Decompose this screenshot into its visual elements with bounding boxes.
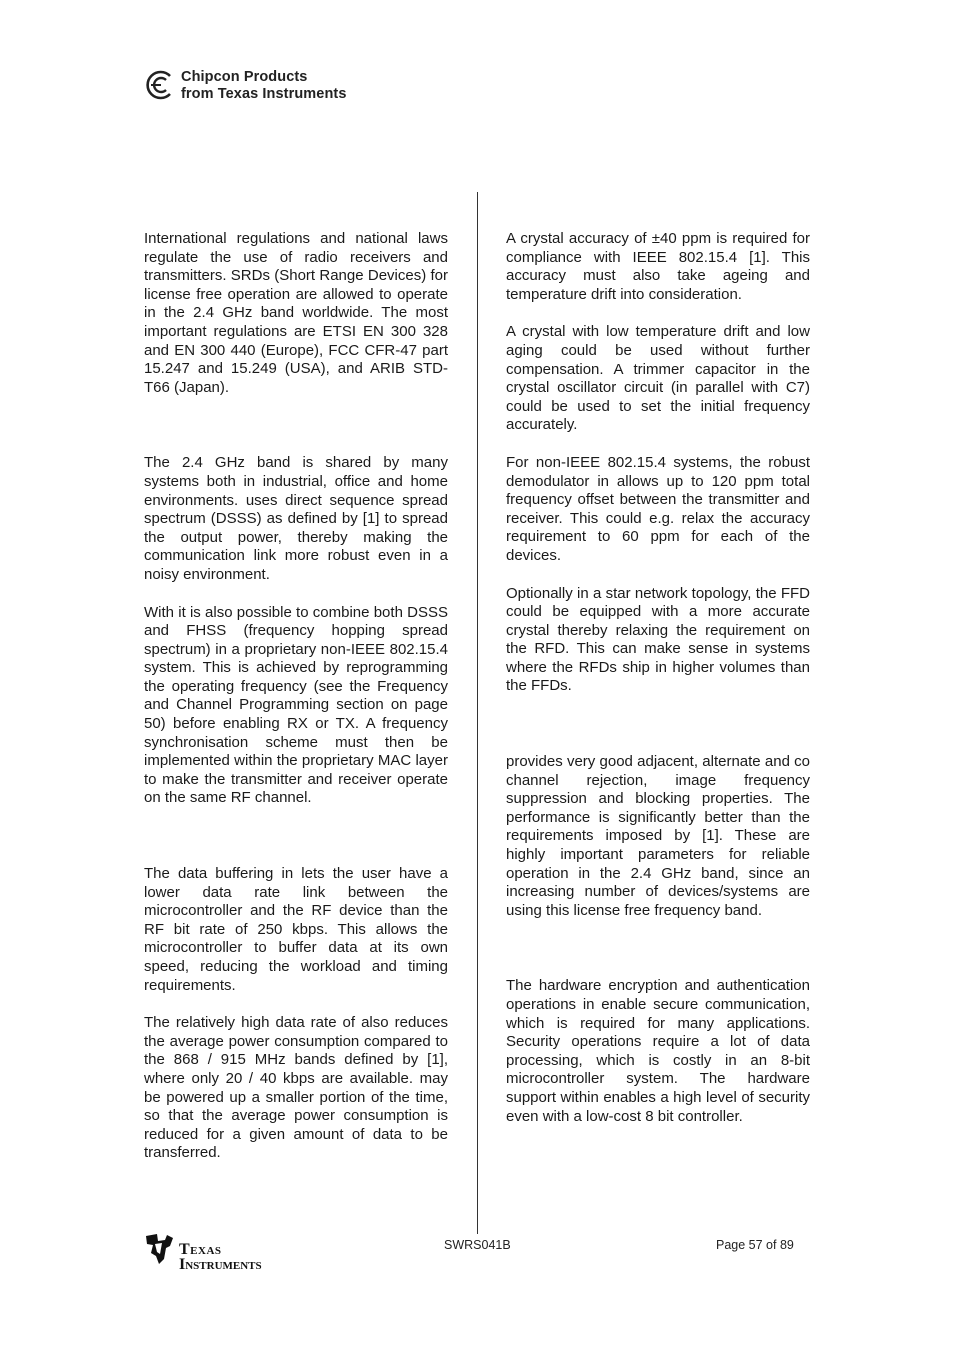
column-divider [477, 192, 478, 1234]
brand-text [181, 69, 347, 103]
ti-word-texas: Texas [179, 1241, 222, 1258]
texas-instruments-logo [143, 1232, 268, 1274]
left-column [144, 230, 448, 1182]
data-buffering-paragraph: The data buffering in lets the user have a lower data rate link between the microcontroller and the RF device than the RF bit rate of 250 kbps. This allows the microcontroller to buffer data at its own speed, reducing the workload and timing requirements. [144, 865, 448, 994]
brand-line-1: Chipcon Products [181, 69, 308, 85]
encryption-paragraph: The hardware encryption and authentication operations in enable secure communication, which is required for many applications. Security operations require a lot of data processing, which is costly in an 8-bit microcontroller system. The hardware support within enables a high level of security even with a low-cost 8 bit controller. [506, 977, 810, 1125]
crystal-accuracy-paragraph: A crystal accuracy of ±40 ppm is required for compliance with IEEE 802.15.4 [1]. This accuracy must also take ageing and temperature drift into consideration. [506, 230, 810, 303]
ti-word-instruments: Instruments [179, 1256, 262, 1273]
page-number: Page 57 of 89 [716, 1238, 794, 1252]
dsss-paragraph: The 2.4 GHz band is shared by many systems both in industrial, office and home environments. uses direct sequence spread spectrum (DSSS) as defined by [1] to spread the output power, thereby making the communication link more robust even in a noisy environment. [144, 454, 448, 583]
crystal-drift-paragraph: A crystal with low temperature drift and low aging could be used without further compensation. A trimmer capacitor in the crystal oscillator circuit (in parallel with C7) could be used to set the initial frequency accurately. [506, 323, 810, 434]
channel-rejection-paragraph: provides very good adjacent, alternate and co channel rejection, image frequency suppression and blocking properties. The performance is significantly better than the requirements imposed by [1]. These are highly important parameters for reliable operation in the 2.4 GHz band, since an increasing number of devices/systems are using this license free frequency band. [506, 753, 810, 919]
document-code: SWRS041B [444, 1238, 511, 1252]
fhss-paragraph: With it is also possible to combine both DSSS and FHSS (frequency hopping spread spectrum) in a proprietary non-IEEE 802.15.4 system. This is achieved by reprogramming the operating frequency (see the Frequency and Channel Programming section on page 50) before enabling RX or TX. A frequency synchronisation scheme must then be implemented within the proprietary MAC layer to make the transmitter and receiver operate on the same RF channel. [144, 603, 448, 807]
data-rate-paragraph: The relatively high data rate of also reduces the average power consumption compared to the 868 / 915 MHz bands defined by [1], where only 20 / 40 kbps are available. may be powered up a smaller portion of the time, so that the average power consumption is reduced for a given amount of data to be transferred. [144, 1014, 448, 1162]
right-column [506, 230, 810, 1145]
non-ieee-paragraph: For non-IEEE 802.15.4 systems, the robust demodulator in allows up to 120 ppm total frequency offset between the transmitter and receiver. This could e.g. relax the accuracy requirement to 60 ppm for each of the devices. [506, 453, 810, 564]
brand-line-2: from Texas Instruments [181, 86, 347, 102]
chipcon-c-icon [143, 68, 177, 102]
ti-emblem-icon [143, 1232, 175, 1266]
star-topology-paragraph: Optionally in a star network topology, the FFD could be equipped with a more accurate crystal thereby relaxing the requirement on the RFD. This can make sense in systems where the RFDs ship in higher volumes than the FFDs. [506, 584, 810, 695]
regulations-paragraph: International regulations and national laws regulate the use of radio receivers and transmitters. SRDs (Short Range Devices) for license free operation are allowed to operate in the 2.4 GHz band worldwide. The most important regulations are ETSI EN 300 328 and EN 300 440 (Europe), FCC CFR-47 part 15.247 and 15.249 (USA), and ARIB STD-T66 (Japan). [144, 230, 448, 396]
chipcon-logo [143, 66, 403, 106]
